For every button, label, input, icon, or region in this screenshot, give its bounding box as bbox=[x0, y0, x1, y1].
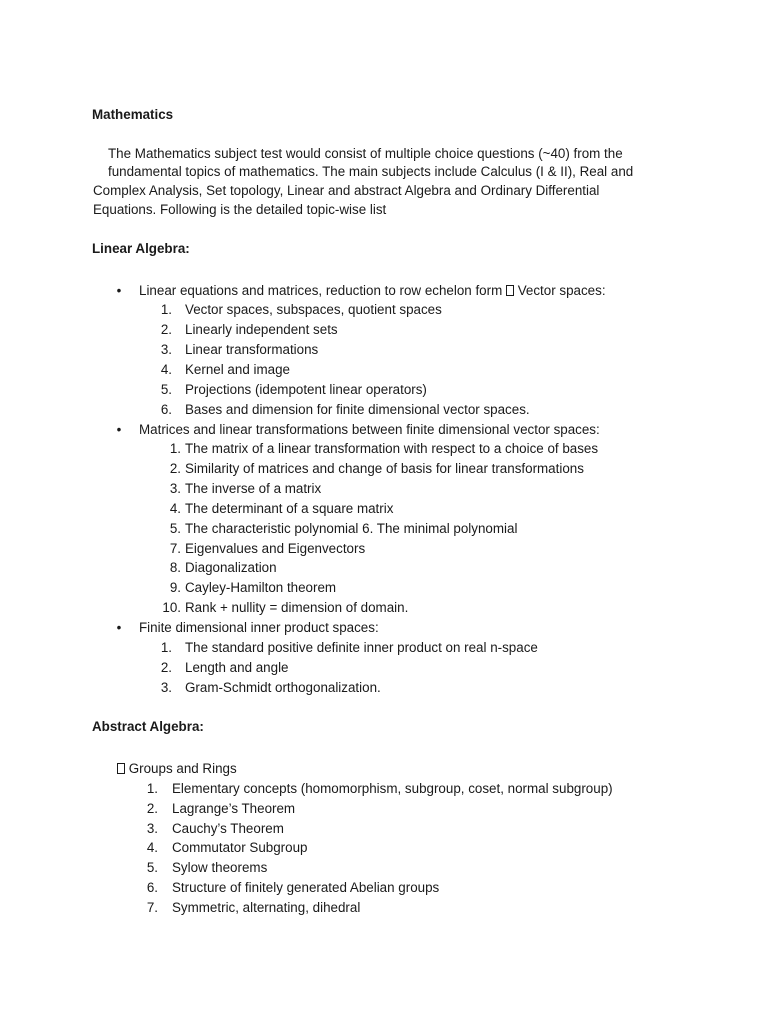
list-item-number: 2. bbox=[160, 660, 172, 675]
group-label-text: Groups and Rings bbox=[128, 761, 237, 776]
list-item: Linearly independent sets bbox=[185, 322, 338, 337]
list-item-number: 9. bbox=[169, 580, 181, 596]
list-item: Cauchy’s Theorem bbox=[172, 820, 284, 836]
abstract-algebra-heading: Abstract Algebra: bbox=[92, 719, 204, 734]
list-item: Rank + nullity = dimension of domain. bbox=[185, 600, 409, 616]
list-item: The determinant of a square matrix bbox=[185, 500, 394, 516]
list-item: The matrix of a linear transformation with respect to a choice of bases bbox=[185, 441, 599, 456]
bullet-icon: • bbox=[116, 283, 122, 298]
list-item-number: 6. bbox=[160, 402, 172, 417]
list-item: Commutator Subgroup bbox=[172, 840, 308, 856]
missing-glyph-icon bbox=[506, 285, 514, 296]
page-title: Mathematics bbox=[92, 107, 174, 122]
list-item: Structure of finitely generated Abelian groups bbox=[172, 880, 440, 895]
list-item: Gram-Schmidt orthogonalization. bbox=[185, 680, 381, 695]
list-item: Eigenvalues and Eigenvectors bbox=[185, 540, 366, 556]
intro-line: Equations. Following is the detailed topic-wise list bbox=[93, 202, 387, 217]
list-item-number: 1. bbox=[160, 640, 172, 655]
list-item: Lagrange’s Theorem bbox=[172, 800, 296, 816]
section-label-text: Linear equations and matrices, reduction to row echelon form bbox=[139, 283, 503, 298]
list-item: Projections (idempotent linear operators) bbox=[185, 382, 427, 397]
section-label-text: Vector spaces: bbox=[517, 283, 606, 298]
section-label bbox=[139, 282, 606, 300]
list-item: Bases and dimension for finite dimensional vector spaces. bbox=[185, 402, 530, 417]
list-item-number: 3. bbox=[160, 342, 172, 357]
list-item-number: 5. bbox=[160, 382, 172, 397]
list-item-number: 1. bbox=[146, 781, 158, 796]
list-item-number: 4. bbox=[160, 362, 172, 377]
bullet-icon: • bbox=[116, 620, 122, 635]
intro-line: The Mathematics subject test would consist of multiple choice questions (~40) from the bbox=[108, 146, 623, 161]
list-item: Elementary concepts (homomorphism, subgroup, coset, normal subgroup) bbox=[172, 781, 613, 796]
linear-algebra-heading: Linear Algebra: bbox=[92, 241, 190, 256]
list-item: Diagonalization bbox=[185, 560, 277, 576]
list-item: Cayley-Hamilton theorem bbox=[185, 580, 337, 596]
list-item: The standard positive definite inner product on real n-space bbox=[185, 640, 538, 655]
section-label: Matrices and linear transformations between finite dimensional vector spaces: bbox=[139, 422, 600, 437]
list-item-number: 1. bbox=[169, 441, 181, 456]
list-item-number: 5. bbox=[169, 520, 181, 536]
list-item-number: 4. bbox=[169, 500, 181, 516]
list-item-number: 10. bbox=[162, 600, 181, 616]
list-item-number: 6. bbox=[146, 880, 158, 895]
list-item-number: 2. bbox=[146, 800, 158, 816]
list-item-number: 8. bbox=[169, 560, 181, 576]
list-item-number: 3. bbox=[146, 820, 158, 836]
list-item: Sylow theorems bbox=[172, 860, 268, 876]
list-item: Symmetric, alternating, dihedral bbox=[172, 899, 361, 915]
section-label: Finite dimensional inner product spaces: bbox=[139, 620, 379, 635]
list-item: Vector spaces, subspaces, quotient spaces bbox=[185, 302, 442, 317]
list-item: Kernel and image bbox=[185, 362, 290, 377]
missing-glyph-icon bbox=[117, 763, 125, 774]
list-item: The characteristic polynomial 6. The minimal polynomial bbox=[185, 520, 518, 536]
bullet-icon: • bbox=[116, 422, 122, 437]
group-label bbox=[117, 760, 237, 778]
list-item-number: 5. bbox=[146, 860, 158, 876]
list-item-number: 7. bbox=[169, 540, 181, 556]
list-item-number: 3. bbox=[169, 480, 181, 496]
list-item: Linear transformations bbox=[185, 342, 319, 357]
intro-line: Complex Analysis, Set topology, Linear and abstract Algebra and Ordinary Differential bbox=[93, 183, 600, 198]
list-item-number: 2. bbox=[169, 460, 181, 476]
list-item-number: 3. bbox=[160, 680, 172, 695]
list-item: Length and angle bbox=[185, 660, 289, 675]
list-item-number: 4. bbox=[146, 840, 158, 856]
intro-line: fundamental topics of mathematics. The main subjects include Calculus (I & II), Real and bbox=[108, 164, 634, 179]
list-item: Similarity of matrices and change of basis for linear transformations bbox=[185, 460, 584, 476]
list-item: The inverse of a matrix bbox=[185, 480, 322, 496]
list-item-number: 7. bbox=[146, 899, 158, 915]
list-item-number: 2. bbox=[160, 322, 172, 337]
list-item-number: 1. bbox=[160, 302, 172, 317]
